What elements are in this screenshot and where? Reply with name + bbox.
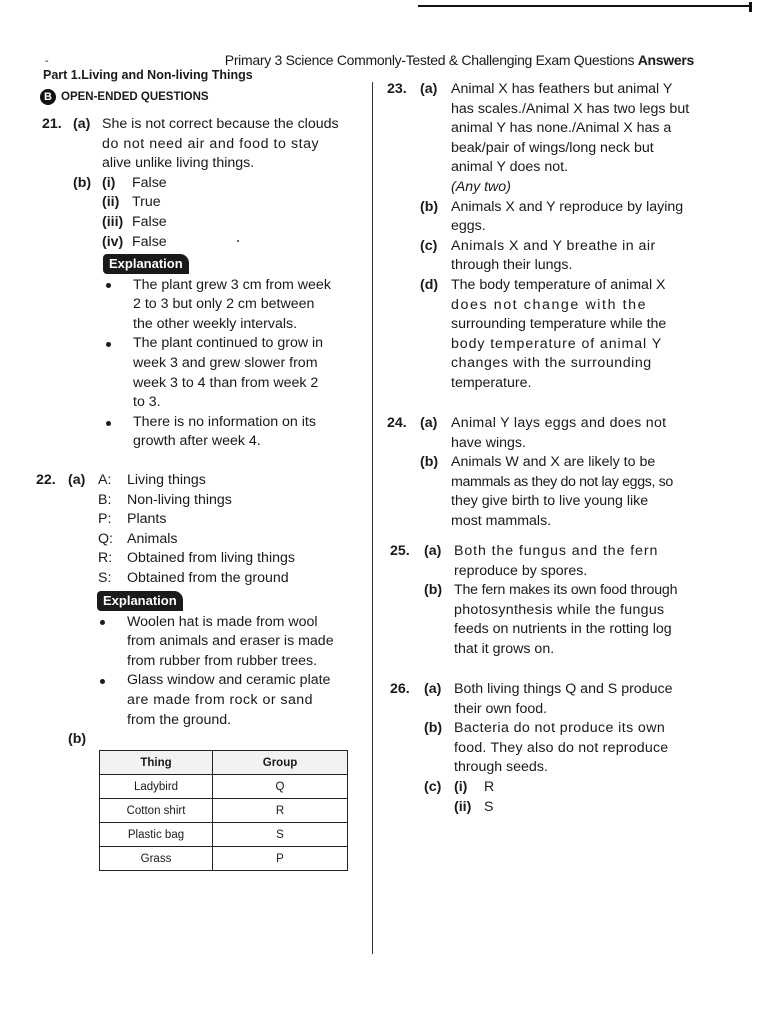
q25-b-line: feeds on nutrients in the rotting log (454, 621, 672, 638)
q22-a-item-label: Q: (98, 530, 113, 547)
q21-bullet-line: There is no information on its (133, 413, 316, 430)
q22-bullet-line: are made from rock or sand (127, 691, 313, 708)
q24-b-line: most mammals. (451, 513, 552, 529)
q23-d-line: temperature. (451, 375, 532, 391)
q22-a-item-text: Living things (127, 472, 206, 488)
q22-a-item-label: R: (98, 550, 113, 567)
header-title-bold: Answers (637, 52, 694, 68)
table-cell-group: Q (213, 775, 348, 799)
q21-a-line: She is not correct because the clouds (102, 116, 339, 132)
q21-bullet-line: The plant grew 3 cm from week (133, 276, 331, 293)
q25-b-line: The fern makes its own food through (454, 582, 678, 599)
q26-b-line: through seeds. (454, 759, 548, 776)
q22-a-item-label: P: (98, 511, 112, 528)
q23-a-line: animal Y has none./Animal X has a (451, 120, 672, 137)
q22-a-label: (a) (68, 472, 86, 488)
q23-number: 23. (387, 81, 407, 97)
q22-a-item-label: B: (98, 491, 112, 508)
q26-c-item-text: S (484, 798, 494, 815)
q21-b-label: (b) (73, 174, 92, 191)
q25-b-label: (b) (424, 582, 443, 599)
q22-a-item-text: Plants (127, 511, 167, 528)
q24-b-label: (b) (420, 454, 439, 471)
table-cell-thing: Grass (100, 847, 213, 871)
q23-c-label: (c) (420, 237, 438, 254)
explanation-tag: Explanation (103, 254, 189, 274)
q21-bullet-line: The plant continued to grow in (133, 335, 324, 352)
bullet-dot (100, 679, 105, 684)
q21-bullet-line: week 3 and grew slower from (133, 354, 318, 371)
q21-b-item-label: (iv) (102, 233, 124, 250)
table-cell-group: P (213, 847, 348, 871)
q26-c-item-label: (ii) (454, 798, 472, 815)
bullet-dot (106, 421, 111, 426)
q21-b-item-text: False (132, 174, 167, 191)
q21-number: 21. (42, 116, 62, 132)
explanation-tag: Explanation (97, 591, 183, 611)
q26-b-line: Bacteria do not produce its own (454, 720, 666, 737)
q22-bullet-line: Woolen hat is made from wool (127, 613, 318, 630)
q23-b-line: eggs. (451, 218, 486, 235)
q21-bullet-line: to 3. (133, 394, 161, 411)
q22-bullet-line: from the ground. (127, 711, 232, 728)
column-divider (372, 82, 373, 954)
q21-b-item-label: (i) (102, 174, 116, 191)
q23-a-line: beak/pair of wings/long neck but (451, 139, 654, 156)
table-cell-thing: Cotton shirt (100, 799, 213, 823)
thing-group-table (99, 750, 348, 871)
q25-b-line: photosynthesis while the fungus (454, 601, 665, 618)
q25-b-line: that it grows on. (454, 641, 555, 657)
q25-a-label: (a) (424, 543, 442, 559)
q21-bullet-line: week 3 to 4 than from week 2 (133, 374, 319, 391)
q25-a-line: Both the fungus and the fern (454, 543, 659, 559)
q23-d-line: surrounding temperature while the (451, 316, 667, 333)
q25-a-line: reproduce by spores. (454, 562, 588, 579)
q26-a-line: their own food. (454, 700, 548, 717)
q23-d-line: body temperature of animal Y (451, 335, 663, 352)
q24-b-line: mammals as they do not lay eggs, so (451, 473, 673, 490)
q26-b-label: (b) (424, 720, 443, 737)
q26-c-label: (c) (424, 779, 442, 795)
q21-a-line: alive unlike living things. (102, 155, 255, 172)
q21-bullet-line: 2 to 3 but only 2 cm between (133, 296, 315, 313)
q23-a-line: has scales./Animal X has two legs but (451, 100, 690, 117)
top-rule-end (749, 2, 752, 12)
q22-a-item-text: Non-living things (127, 491, 232, 508)
q22-bullet-line: Glass window and ceramic plate (127, 672, 331, 689)
table-header-row (100, 751, 348, 775)
q24-a-line: have wings. (451, 434, 526, 451)
print-speck (237, 240, 239, 242)
table-row (100, 799, 348, 823)
q22-bullet-line: from rubber from rubber trees. (127, 652, 318, 669)
q21-bullet-line: growth after week 4. (133, 433, 261, 450)
q25-number: 25. (390, 543, 410, 559)
corner-mark: - (45, 55, 49, 67)
section-letter-badge: B (40, 89, 56, 105)
q26-number: 26. (390, 681, 410, 697)
q24-a-label: (a) (420, 415, 438, 431)
q26-b-line: food. They also do not reproduce (454, 739, 669, 756)
q21-b-item-text: False (132, 214, 167, 230)
q23-a-line: animal Y does not. (451, 159, 568, 176)
bullet-dot (106, 342, 111, 347)
q23-d-label: (d) (420, 277, 439, 293)
q21-b-item-text: False (132, 233, 167, 250)
section-heading (40, 89, 209, 105)
q24-b-line: Animals W and X are likely to be (451, 454, 656, 471)
q23-d-line: changes with the surrounding (451, 355, 652, 372)
part-title: Part 1.Living and Non-living Things (43, 68, 253, 82)
q23-d-line: The body temperature of animal X (451, 277, 666, 293)
q23-c-line: Animals X and Y breathe in air (451, 237, 656, 254)
section-title: OPEN-ENDED QUESTIONS (61, 91, 209, 103)
q21-a-line: do not need air and food to stay (102, 135, 320, 152)
table-header-thing: Thing (100, 751, 213, 775)
q23-a-note: (Any two) (451, 179, 511, 195)
q24-number: 24. (387, 415, 407, 431)
table-row (100, 847, 348, 871)
page-header (225, 52, 694, 68)
table-row (100, 775, 348, 799)
q22-b-label: (b) (68, 731, 87, 747)
q21-b-item-label: (iii) (102, 214, 124, 230)
q22-bullet-line: from animals and eraser is made (127, 633, 334, 650)
bullet-dot (100, 620, 105, 625)
q26-c-item-label: (i) (454, 779, 468, 795)
q23-a-line: Animal X has feathers but animal Y (451, 81, 673, 97)
q22-number: 22. (36, 472, 56, 488)
q22-a-item-label: S: (98, 570, 112, 586)
q21-a-label: (a) (73, 116, 91, 132)
q21-b-item-text: True (132, 194, 161, 211)
q21-b-item-label: (ii) (102, 194, 120, 211)
q24-a-line: Animal Y lays eggs and does not (451, 415, 667, 431)
q26-a-line: Both living things Q and S produce (454, 681, 673, 697)
table-cell-thing: Ladybird (100, 775, 213, 799)
q23-c-line: through their lungs. (451, 257, 573, 274)
q26-a-label: (a) (424, 681, 442, 697)
q24-b-line: they give birth to live young like (451, 493, 649, 510)
q23-b-label: (b) (420, 198, 439, 215)
table-header-group: Group (213, 751, 348, 775)
q23-d-line: does not change with the (451, 296, 648, 313)
table-cell-thing: Plastic bag (100, 823, 213, 847)
q22-a-item-text: Obtained from the ground (127, 570, 289, 586)
table-cell-group: R (213, 799, 348, 823)
table-row (100, 823, 348, 847)
bullet-dot (106, 283, 111, 288)
q23-b-line: Animals X and Y reproduce by laying (451, 198, 684, 215)
q23-a-label: (a) (420, 81, 438, 97)
top-rule (418, 5, 752, 7)
table-cell-group: S (213, 823, 348, 847)
q22-a-item-text: Obtained from living things (127, 550, 295, 567)
q22-a-item-text: Animals (127, 530, 178, 547)
q21-bullet-line: the other weekly intervals. (133, 315, 298, 332)
q22-a-item-label: A: (98, 472, 112, 488)
header-title: Primary 3 Science Commonly-Tested & Challenging Exam Questions (224, 52, 635, 68)
q26-c-item-text: R (484, 779, 495, 795)
